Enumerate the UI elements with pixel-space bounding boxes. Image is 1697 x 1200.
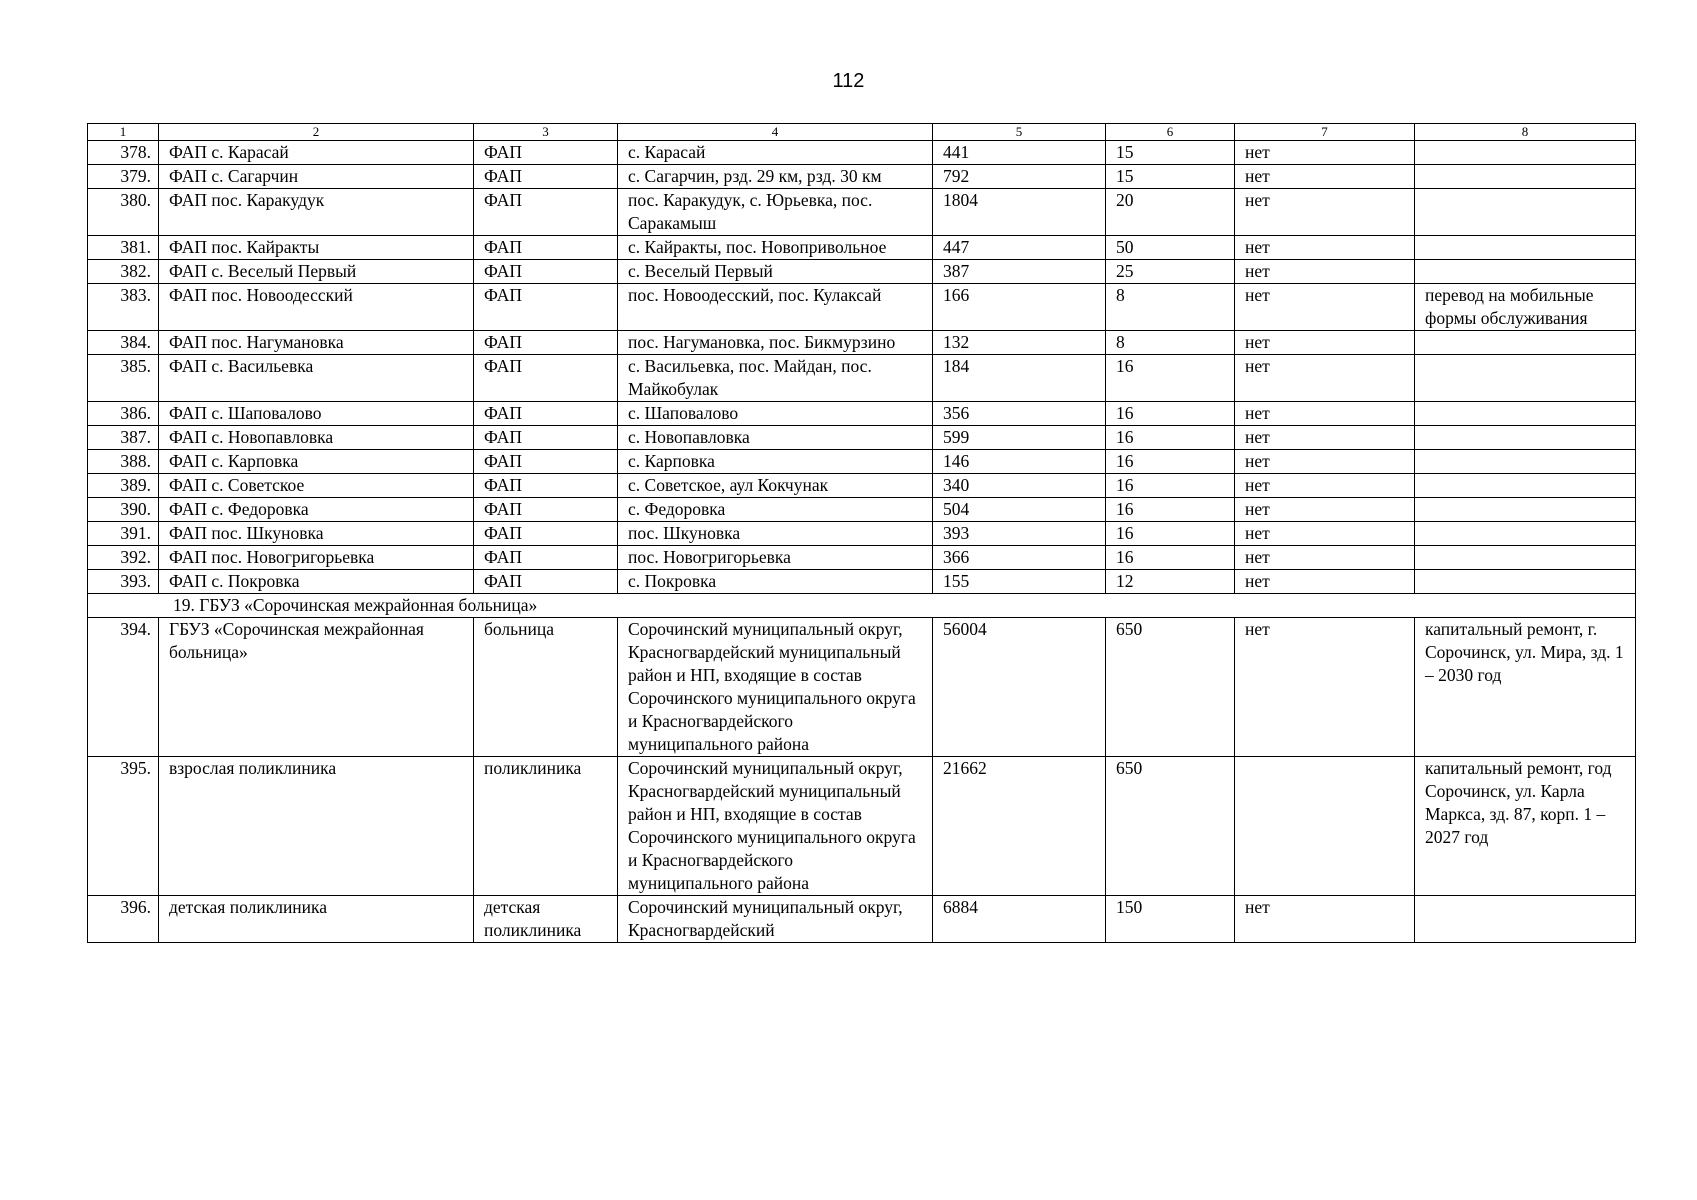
- service-area: пос. Каракудук, с. Юрьевка, пос. Саракамыш: [618, 189, 933, 236]
- table-row: [88, 141, 1636, 165]
- table-row: [88, 570, 1636, 594]
- facility-type: ФАП: [474, 546, 618, 570]
- distance: 8: [1106, 284, 1235, 331]
- population: 56004: [933, 618, 1106, 757]
- table-row: [88, 618, 1636, 757]
- facility-name: ФАП с. Карповка: [159, 450, 474, 474]
- column-number-cell: 6: [1106, 124, 1235, 141]
- row-number: 387.: [88, 426, 159, 450]
- distance: 150: [1106, 896, 1235, 943]
- row-number: 378.: [88, 141, 159, 165]
- distance: 650: [1106, 757, 1235, 896]
- population: 155: [933, 570, 1106, 594]
- facility-type: ФАП: [474, 570, 618, 594]
- facility-type: ФАП: [474, 260, 618, 284]
- service-area: Сорочинский муниципальный округ, Красногвардейский: [618, 896, 933, 943]
- table-row: [88, 284, 1636, 331]
- row-number: 385.: [88, 355, 159, 402]
- note: перевод на мобильные формы обслуживания: [1415, 284, 1636, 331]
- column-number-cell: 3: [474, 124, 618, 141]
- table-row: [88, 189, 1636, 236]
- column-7: нет: [1235, 498, 1415, 522]
- column-7: нет: [1235, 896, 1415, 943]
- column-number-cell: 2: [159, 124, 474, 141]
- population: 393: [933, 522, 1106, 546]
- note: [1415, 450, 1636, 474]
- table-row: [88, 546, 1636, 570]
- service-area: пос. Новогригорьевка: [618, 546, 933, 570]
- facility-type: ФАП: [474, 331, 618, 355]
- population: 1804: [933, 189, 1106, 236]
- population: 356: [933, 402, 1106, 426]
- note: [1415, 498, 1636, 522]
- table-row: [88, 757, 1636, 896]
- column-number-cell: 8: [1415, 124, 1636, 141]
- distance: 650: [1106, 618, 1235, 757]
- distance: 20: [1106, 189, 1235, 236]
- population: 21662: [933, 757, 1106, 896]
- service-area: с. Карповка: [618, 450, 933, 474]
- table-row: [88, 331, 1636, 355]
- service-area: с. Шаповалово: [618, 402, 933, 426]
- row-number: 393.: [88, 570, 159, 594]
- table-row: [88, 522, 1636, 546]
- distance: 16: [1106, 474, 1235, 498]
- facility-name: ФАП с. Новопавловка: [159, 426, 474, 450]
- note: [1415, 896, 1636, 943]
- column-7: нет: [1235, 355, 1415, 402]
- facility-type: ФАП: [474, 236, 618, 260]
- facility-name: ФАП пос. Нагумановка: [159, 331, 474, 355]
- table-row: [88, 896, 1636, 943]
- row-number: 383.: [88, 284, 159, 331]
- facility-name: ФАП с. Советское: [159, 474, 474, 498]
- facility-type: ФАП: [474, 522, 618, 546]
- row-number: 382.: [88, 260, 159, 284]
- distance: 15: [1106, 165, 1235, 189]
- population: 599: [933, 426, 1106, 450]
- row-number: 390.: [88, 498, 159, 522]
- facility-name: ФАП с. Федоровка: [159, 498, 474, 522]
- facility-name: ФАП с. Шаповалово: [159, 402, 474, 426]
- row-number: 379.: [88, 165, 159, 189]
- column-7: нет: [1235, 450, 1415, 474]
- column-number-cell: 7: [1235, 124, 1415, 141]
- column-7: нет: [1235, 618, 1415, 757]
- column-number-cell: 4: [618, 124, 933, 141]
- column-7: нет: [1235, 284, 1415, 331]
- column-7: нет: [1235, 260, 1415, 284]
- facility-type: ФАП: [474, 165, 618, 189]
- population: 447: [933, 236, 1106, 260]
- column-7: нет: [1235, 165, 1415, 189]
- column-7: нет: [1235, 474, 1415, 498]
- distance: 16: [1106, 426, 1235, 450]
- facility-type: ФАП: [474, 284, 618, 331]
- population: 504: [933, 498, 1106, 522]
- population: 366: [933, 546, 1106, 570]
- table-row: [88, 355, 1636, 402]
- service-area: с. Кайракты, пос. Новопривольное: [618, 236, 933, 260]
- table-row: [88, 426, 1636, 450]
- facility-type: больница: [474, 618, 618, 757]
- facility-type: ФАП: [474, 402, 618, 426]
- facility-name: ФАП с. Карасай: [159, 141, 474, 165]
- population: 132: [933, 331, 1106, 355]
- facility-name: ФАП с. Покровка: [159, 570, 474, 594]
- note: [1415, 522, 1636, 546]
- facility-type: ФАП: [474, 426, 618, 450]
- population: 6884: [933, 896, 1106, 943]
- facility-name: ФАП пос. Шкуновка: [159, 522, 474, 546]
- column-7: нет: [1235, 426, 1415, 450]
- row-number: 392.: [88, 546, 159, 570]
- row-number: 388.: [88, 450, 159, 474]
- service-area: с. Карасай: [618, 141, 933, 165]
- row-number: 384.: [88, 331, 159, 355]
- facility-name: ФАП пос. Кайракты: [159, 236, 474, 260]
- table-row: [88, 260, 1636, 284]
- facility-name: ФАП пос. Новогригорьевка: [159, 546, 474, 570]
- distance: 50: [1106, 236, 1235, 260]
- column-number-cell: 5: [933, 124, 1106, 141]
- facility-type: детская поликлиника: [474, 896, 618, 943]
- facility-name: детская поликлиника: [159, 896, 474, 943]
- table-body: [88, 124, 1636, 943]
- note: [1415, 189, 1636, 236]
- table-row: [88, 450, 1636, 474]
- table-row: [88, 498, 1636, 522]
- facility-name: ФАП пос. Новоодесский: [159, 284, 474, 331]
- population: 792: [933, 165, 1106, 189]
- distance: 16: [1106, 402, 1235, 426]
- facility-name: ГБУЗ «Сорочинская межрайонная больница»: [159, 618, 474, 757]
- column-7: [1235, 757, 1415, 896]
- table-row: [88, 402, 1636, 426]
- column-7: нет: [1235, 570, 1415, 594]
- service-area: с. Васильевка, пос. Майдан, пос. Майкобулак: [618, 355, 933, 402]
- population: 340: [933, 474, 1106, 498]
- note: [1415, 570, 1636, 594]
- column-number-cell: 1: [88, 124, 159, 141]
- column-7: нет: [1235, 236, 1415, 260]
- note: [1415, 355, 1636, 402]
- distance: 16: [1106, 355, 1235, 402]
- facility-name: ФАП с. Веселый Первый: [159, 260, 474, 284]
- population: 441: [933, 141, 1106, 165]
- facility-type: ФАП: [474, 355, 618, 402]
- note: [1415, 402, 1636, 426]
- distance: 12: [1106, 570, 1235, 594]
- note: [1415, 141, 1636, 165]
- distance: 16: [1106, 450, 1235, 474]
- row-number: 386.: [88, 402, 159, 426]
- column-7: нет: [1235, 189, 1415, 236]
- column-7: нет: [1235, 522, 1415, 546]
- column-7: нет: [1235, 331, 1415, 355]
- facility-type: поликлиника: [474, 757, 618, 896]
- row-number: 391.: [88, 522, 159, 546]
- table-row: [88, 474, 1636, 498]
- row-number: 394.: [88, 618, 159, 757]
- service-area: с. Новопавловка: [618, 426, 933, 450]
- row-number: 396.: [88, 896, 159, 943]
- facilities-table: [87, 123, 1636, 943]
- column-7: нет: [1235, 402, 1415, 426]
- facility-name: взрослая поликлиника: [159, 757, 474, 896]
- row-number: 389.: [88, 474, 159, 498]
- row-number: 395.: [88, 757, 159, 896]
- row-number: 380.: [88, 189, 159, 236]
- facility-type: ФАП: [474, 498, 618, 522]
- table-row: [88, 236, 1636, 260]
- facility-name: ФАП с. Сагарчин: [159, 165, 474, 189]
- service-area: пос. Шкуновка: [618, 522, 933, 546]
- row-number: 381.: [88, 236, 159, 260]
- note: [1415, 426, 1636, 450]
- service-area: Сорочинский муниципальный округ, Красногвардейский муниципальный район и НП, входящие в состав Сорочинского муниципального округа и Красногвардейского муниципального района: [618, 757, 933, 896]
- note: [1415, 236, 1636, 260]
- population: 166: [933, 284, 1106, 331]
- table-row: [88, 165, 1636, 189]
- note: [1415, 165, 1636, 189]
- note: капитальный ремонт, год Сорочинск, ул. Карла Маркса, зд. 87, корп. 1 – 2027 год: [1415, 757, 1636, 896]
- service-area: Сорочинский муниципальный округ, Красногвардейский муниципальный район и НП, входящие в состав Сорочинского муниципального округа и Красногвардейского муниципального района: [618, 618, 933, 757]
- service-area: с. Покровка: [618, 570, 933, 594]
- facility-type: ФАП: [474, 141, 618, 165]
- service-area: с. Советское, аул Кокчунак: [618, 474, 933, 498]
- column-7: нет: [1235, 141, 1415, 165]
- section-title: 19. ГБУЗ «Сорочинская межрайонная больница»: [88, 594, 1636, 618]
- facility-name: ФАП пос. Каракудук: [159, 189, 474, 236]
- population: 184: [933, 355, 1106, 402]
- note: [1415, 474, 1636, 498]
- distance: 25: [1106, 260, 1235, 284]
- distance: 16: [1106, 546, 1235, 570]
- distance: 16: [1106, 522, 1235, 546]
- facility-type: ФАП: [474, 474, 618, 498]
- service-area: с. Веселый Первый: [618, 260, 933, 284]
- column-number-row: [88, 124, 1636, 141]
- note: [1415, 260, 1636, 284]
- facility-type: ФАП: [474, 450, 618, 474]
- service-area: пос. Новоодесский, пос. Кулаксай: [618, 284, 933, 331]
- service-area: с. Федоровка: [618, 498, 933, 522]
- section-row: [88, 594, 1636, 618]
- column-7: нет: [1235, 546, 1415, 570]
- distance: 15: [1106, 141, 1235, 165]
- facility-type: ФАП: [474, 189, 618, 236]
- facility-name: ФАП с. Васильевка: [159, 355, 474, 402]
- population: 387: [933, 260, 1106, 284]
- note: капитальный ремонт, г. Сорочинск, ул. Мира, зд. 1 – 2030 год: [1415, 618, 1636, 757]
- page-number: 112: [832, 70, 865, 92]
- distance: 8: [1106, 331, 1235, 355]
- note: [1415, 331, 1636, 355]
- population: 146: [933, 450, 1106, 474]
- service-area: с. Сагарчин, рзд. 29 км, рзд. 30 км: [618, 165, 933, 189]
- distance: 16: [1106, 498, 1235, 522]
- note: [1415, 546, 1636, 570]
- service-area: пос. Нагумановка, пос. Бикмурзино: [618, 331, 933, 355]
